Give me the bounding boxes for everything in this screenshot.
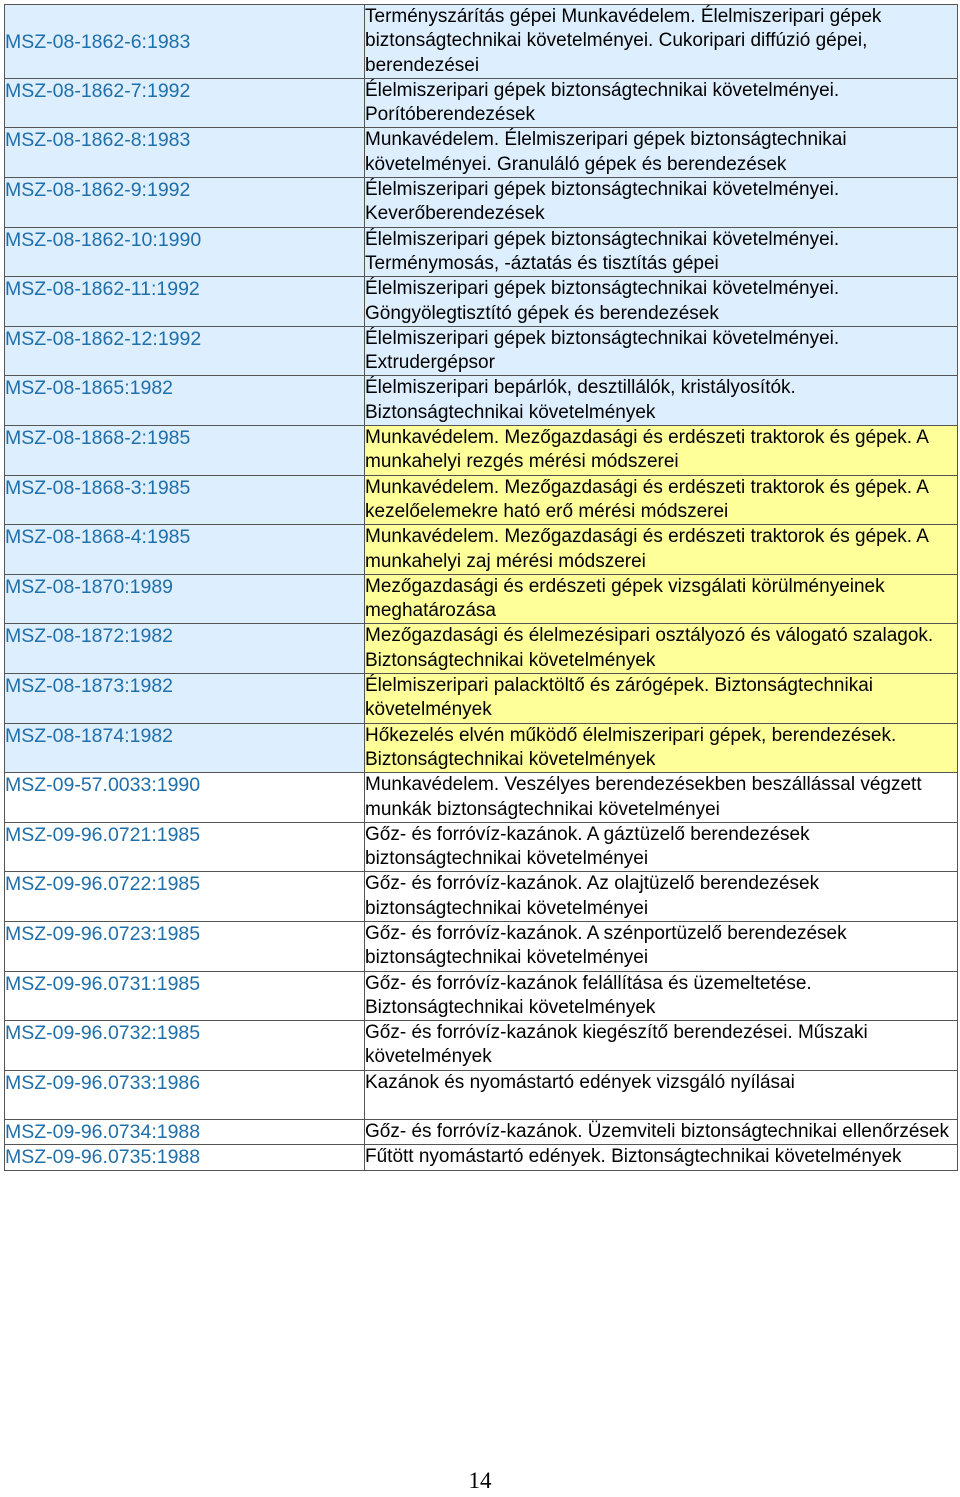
- standard-description: Munkavédelem. Mezőgazdasági és erdészeti traktorok és gépek. A kezelőelemekre ható erő mérési módszerei: [365, 475, 958, 525]
- table-row: [5, 872, 958, 922]
- standard-code: MSZ-08-1862-9:1992: [5, 178, 365, 228]
- table-row: [5, 624, 958, 674]
- table-row: [5, 326, 958, 376]
- standard-code: MSZ-09-57.0033:1990: [5, 773, 365, 823]
- table-row: [5, 822, 958, 872]
- standard-code: MSZ-08-1862-6:1983: [5, 5, 365, 79]
- standard-description: Élelmiszeripari palacktöltő és zárógépek. Biztonságtechnikai követelmények: [365, 674, 958, 724]
- page-number: 14: [468, 1468, 492, 1493]
- table-row: [5, 1070, 958, 1119]
- standard-description: Hőkezelés elvén működő élelmiszeripari gépek, berendezések. Biztonságtechnikai követelmények: [365, 723, 958, 773]
- standard-code: MSZ-09-96.0721:1985: [5, 822, 365, 872]
- standard-code: MSZ-08-1862-10:1990: [5, 227, 365, 277]
- table-row: [5, 277, 958, 327]
- standard-description: Élelmiszeripari gépek biztonságtechnikai követelményei. Extrudergépsor: [365, 326, 958, 376]
- table-row: [5, 475, 958, 525]
- standard-description: Gőz- és forróvíz-kazánok felállítása és üzemeltetése. Biztonságtechnikai követelmények: [365, 971, 958, 1021]
- standard-description: Élelmiszeripari gépek biztonságtechnikai követelményei. Porítóberendezések: [365, 78, 958, 128]
- standard-description: Munkavédelem. Veszélyes berendezésekben beszállással végzett munkák biztonságtechnikai követelményei: [365, 773, 958, 823]
- standard-code: MSZ-08-1862-11:1992: [5, 277, 365, 327]
- standard-code: MSZ-09-96.0732:1985: [5, 1021, 365, 1071]
- table-row: [5, 1021, 958, 1071]
- standard-description: Fűtött nyomástartó edények. Biztonságtechnikai követelmények: [365, 1145, 958, 1170]
- table-row: [5, 5, 958, 79]
- standard-code: MSZ-08-1862-12:1992: [5, 326, 365, 376]
- table-row: [5, 78, 958, 128]
- table-row: [5, 674, 958, 724]
- standard-code: MSZ-08-1873:1982: [5, 674, 365, 724]
- standard-description: Élelmiszeripari gépek biztonságtechnikai követelményei. Terménymosás, -áztatás és tisztítás gépei: [365, 227, 958, 277]
- table-row: [5, 178, 958, 228]
- standard-description: Élelmiszeripari gépek biztonságtechnikai követelményei. Keverőberendezések: [365, 178, 958, 228]
- standard-code: MSZ-09-96.0735:1988: [5, 1145, 365, 1170]
- standard-code: MSZ-08-1870:1989: [5, 574, 365, 624]
- standard-description: Élelmiszeripari bepárlók, desztillálók, kristályosítók. Biztonságtechnikai követelmények: [365, 376, 958, 426]
- standard-description: Mezőgazdasági és élelmezésipari osztályozó és válogató szalagok. Biztonságtechnikai követelmények: [365, 624, 958, 674]
- standard-code: MSZ-08-1868-2:1985: [5, 426, 365, 476]
- table-row: [5, 426, 958, 476]
- standard-description: Kazánok és nyomástartó edények vizsgáló nyílásai: [365, 1070, 958, 1119]
- standard-description: Gőz- és forróvíz-kazánok. A gáztüzelő berendezések biztonságtechnikai követelményei: [365, 822, 958, 872]
- table-row: [5, 574, 958, 624]
- standard-description: Gőz- és forróvíz-kazánok. Az olajtüzelő berendezések biztonságtechnikai követelményei: [365, 872, 958, 922]
- table-row: [5, 376, 958, 426]
- standard-code: MSZ-08-1868-3:1985: [5, 475, 365, 525]
- standard-code: MSZ-09-96.0734:1988: [5, 1120, 365, 1145]
- standard-code: MSZ-08-1865:1982: [5, 376, 365, 426]
- table-row: [5, 227, 958, 277]
- standard-description: Munkavédelem. Mezőgazdasági és erdészeti traktorok és gépek. A munkahelyi rezgés mérési módszerei: [365, 426, 958, 476]
- standard-code: MSZ-09-96.0731:1985: [5, 971, 365, 1021]
- standard-code: MSZ-09-96.0733:1986: [5, 1070, 365, 1119]
- table-row: [5, 1145, 958, 1170]
- table-row: [5, 723, 958, 773]
- standards-table: [4, 4, 958, 1171]
- standard-description: Munkavédelem. Élelmiszeripari gépek biztonságtechnikai követelményei. Granuláló gépek és berendezések: [365, 128, 958, 178]
- standard-code: MSZ-08-1862-7:1992: [5, 78, 365, 128]
- standard-description: Gőz- és forróvíz-kazánok. Üzemviteli biztonságtechnikai ellenőrzések: [365, 1120, 958, 1145]
- standard-code: MSZ-08-1868-4:1985: [5, 525, 365, 575]
- table-row: [5, 971, 958, 1021]
- standard-description: Mezőgazdasági és erdészeti gépek vizsgálati körülményeinek meghatározása: [365, 574, 958, 624]
- standard-description: Élelmiszeripari gépek biztonságtechnikai követelményei. Göngyölegtisztító gépek és berendezések: [365, 277, 958, 327]
- standard-description: Gőz- és forróvíz-kazánok. A szénportüzelő berendezések biztonságtechnikai követelményei: [365, 921, 958, 971]
- table-row: [5, 921, 958, 971]
- table-row: [5, 128, 958, 178]
- standard-description: Terményszárítás gépei Munkavédelem. Élelmiszeripari gépek biztonságtechnikai követelményei. Cukoripari diffúzió gépei, berendezései: [365, 5, 958, 79]
- table-row: [5, 1120, 958, 1145]
- table-row: [5, 773, 958, 823]
- standard-code: MSZ-08-1862-8:1983: [5, 128, 365, 178]
- standard-code: MSZ-08-1874:1982: [5, 723, 365, 773]
- standard-code: MSZ-09-96.0723:1985: [5, 921, 365, 971]
- standard-code: MSZ-09-96.0722:1985: [5, 872, 365, 922]
- standard-description: Gőz- és forróvíz-kazánok kiegészítő berendezései. Műszaki követelmények: [365, 1021, 958, 1071]
- table-row: [5, 525, 958, 575]
- standard-code: MSZ-08-1872:1982: [5, 624, 365, 674]
- standard-description: Munkavédelem. Mezőgazdasági és erdészeti traktorok és gépek. A munkahelyi zaj mérési módszerei: [365, 525, 958, 575]
